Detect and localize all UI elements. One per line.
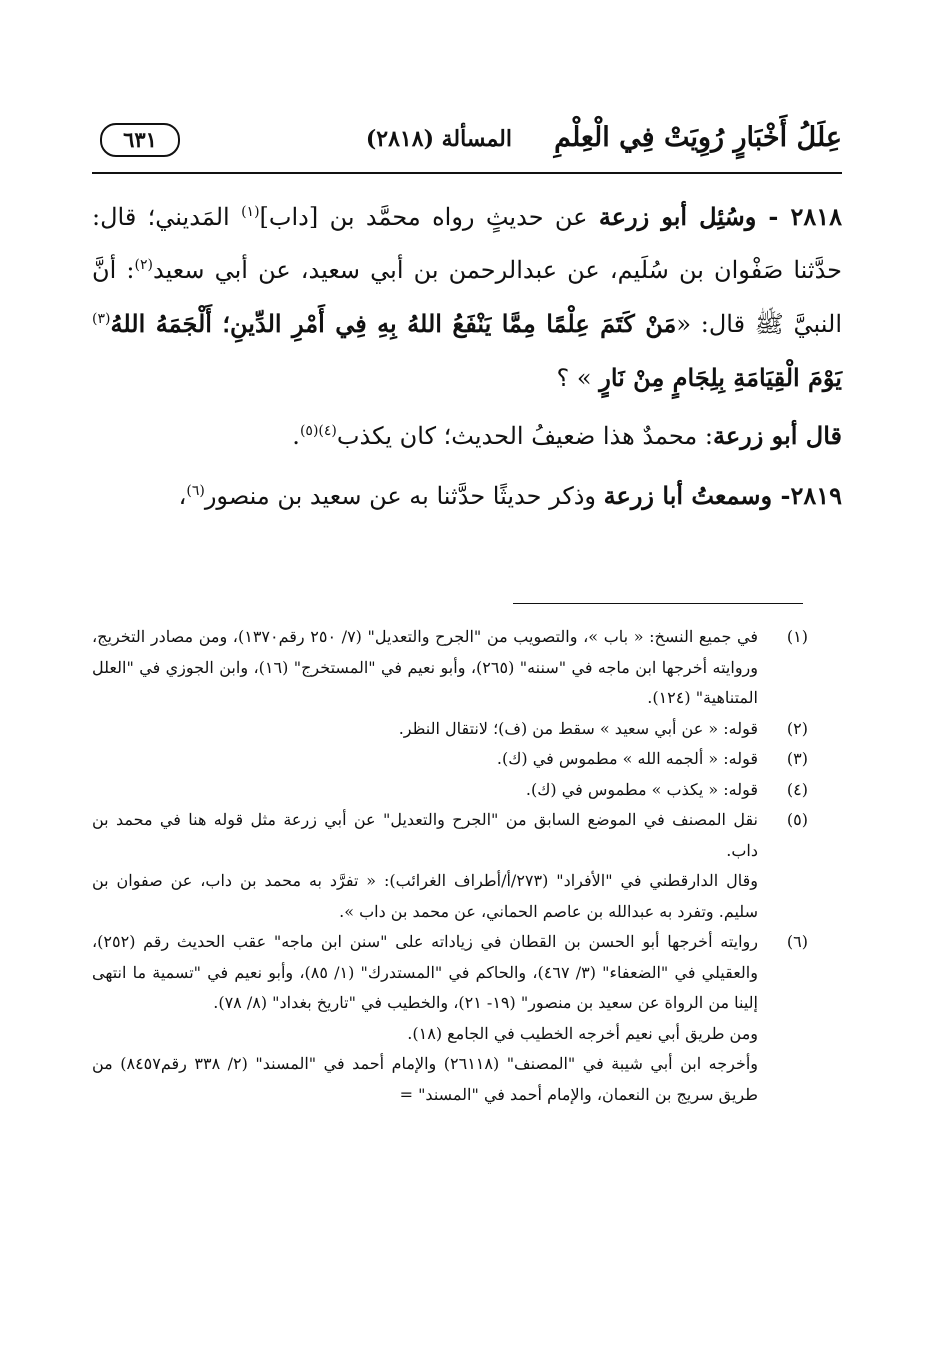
footnote-number: (٣) bbox=[786, 749, 808, 768]
footnote-ref-6[interactable]: (٦) bbox=[186, 483, 205, 499]
footnote-ref-1[interactable]: (١) bbox=[241, 204, 260, 220]
footnote-line bbox=[92, 714, 808, 745]
issue-number-2819: ٢٨١٩- وسمعتُ أبا زرعة bbox=[603, 481, 842, 510]
footnote-line bbox=[92, 1049, 808, 1110]
issue-number-2818: ٢٨١٨ - وسُئِل أبو زرعة bbox=[598, 202, 842, 231]
footnotes bbox=[92, 622, 808, 1110]
header-rule bbox=[92, 172, 842, 174]
text-span: عن حديثٍ رواه محمَّد بن [داب] bbox=[259, 203, 599, 231]
paragraph-abu-zurah bbox=[92, 409, 842, 463]
footnote-number: (٦) bbox=[786, 932, 808, 951]
footnote-line bbox=[92, 1019, 808, 1050]
book-title: عِلَلُ أَخْبَارٍ رُوِيَتْ فِي الْعِلْمِ bbox=[554, 122, 842, 153]
footnote-text: قوله: « يكذب » مطموس في (ك). bbox=[525, 779, 758, 799]
text-span: » ؟ bbox=[556, 364, 600, 392]
footnote-number: (١) bbox=[786, 627, 808, 646]
issue-label: المسألة (٢٨١٨) bbox=[365, 126, 512, 152]
text-span: . bbox=[292, 422, 300, 450]
footnote-text: وأخرجه ابن أبي شيبة في "المصنف" (٢٦١١٨) والإمام أحمد في "المسند" (٢/ ٣٣٨ رقم٨٤٥٧) من طريق سريج بن النعمان، والإمام أحمد في "المسند" = bbox=[92, 1054, 759, 1104]
text-span: : أنَّ النبيَّ ﷺ قال: « bbox=[92, 256, 842, 338]
paragraph-2819 bbox=[92, 469, 842, 523]
text-span: وذكر حديثًا حدَّثنا به عن سعيد بن منصور bbox=[204, 482, 604, 510]
text-span: : محمدٌ هذا ضعيفُ الحديث؛ كان يكذب bbox=[336, 422, 713, 450]
footnote-line bbox=[92, 622, 808, 714]
hadith-text: يَوْمَ الْقِيَامَةِ بِلِجَامٍ مِنْ نَارٍ bbox=[599, 363, 842, 392]
footnote-text: قوله: « عن أبي سعيد » سقط من (ف)؛ لانتقال النظر. bbox=[398, 718, 758, 738]
footnote-ref-4-5[interactable]: (٤)(٥) bbox=[299, 423, 337, 439]
footnote-text: ومن طريق أبي نعيم أخرجه الخطيب في الجامع (١٨). bbox=[407, 1023, 758, 1043]
hadith-text: مَنْ كَتَمَ عِلْمًا مِمَّا يَنْفَعُ اللهُ بِهِ فِي أَمْرِ الدِّينِ؛ أَلْجَمَهُ اللهُ bbox=[110, 309, 677, 338]
footnote-line bbox=[92, 805, 808, 866]
running-header bbox=[92, 118, 842, 168]
footnote-ref-2[interactable]: (٢) bbox=[134, 257, 153, 273]
main-text bbox=[92, 190, 842, 523]
paragraph-2818 bbox=[92, 190, 842, 405]
footnote-text: في جميع النسخ: « باب »، والتصويب من "الجرح والتعديل" (٧/ ٢٥٠ رقم١٣٧٠)، ومن مصادر التخريج، وروايته أخرجها ابن ماجه في "سننه" (٢٦٥)، وأبو نعيم في "المستخرج" (١٦)، وابن الجوزي في "العلل المتناهية" (١٢٤). bbox=[92, 627, 759, 707]
footnote-line bbox=[92, 927, 808, 1019]
footnote-number: (٤) bbox=[786, 779, 808, 799]
speaker-label: قال أبو زرعة bbox=[712, 421, 842, 450]
text-span: ، bbox=[178, 482, 187, 510]
footnote-number: (٢) bbox=[786, 718, 808, 738]
footnote-text: روايته أخرجها أبو الحسن بن القطان في زياداته على "سنن ابن ماجه" عقب الحديث رقم (٢٥٢)، والعقيلي في "الضعفاء" (٣/ ٤٦٧)، والحاكم في "المستدرك" (١/ ٨٥)، وأبو نعيم في "تسمية ما انتهى إلينا من الرواة عن سعيد بن منصور" (١٩- ٢١)، والخطيب في "تاريخ بغداد" (٨/ ٧٨). bbox=[92, 932, 758, 1012]
footnote-line bbox=[92, 866, 808, 927]
page-number: ٦٣١ bbox=[100, 123, 180, 157]
footnote-ref-3[interactable]: (٣) bbox=[92, 311, 111, 327]
footnote-line bbox=[92, 775, 808, 806]
footnote-number: (٥) bbox=[786, 810, 808, 829]
footnote-line bbox=[92, 744, 808, 775]
footnote-text: وقال الدارقطني في "الأفراد" (٢٧٣/أ/أطراف الغرائب): « تفرَّد به محمد بن داب، عن صفوان بن سليم. وتفرد به عبدالله بن عاصم الحماني، عن محمد بن داب ». bbox=[92, 871, 759, 921]
footnote-text: نقل المصنف في الموضع السابق من "الجرح والتعديل" عن أبي زرعة مثل قوله هنا في محمد بن داب. bbox=[92, 810, 758, 860]
text-span: المَديني؛ قال: حدَّثنا صَفْوان بن سُلَيم، عن عبدالرحمن بن أبي سعيد، عن أبي سعيد bbox=[92, 203, 842, 284]
footnote-text: قوله: « ألجمه الله » مطموس في (ك). bbox=[496, 749, 758, 768]
footnote-separator bbox=[513, 603, 803, 604]
